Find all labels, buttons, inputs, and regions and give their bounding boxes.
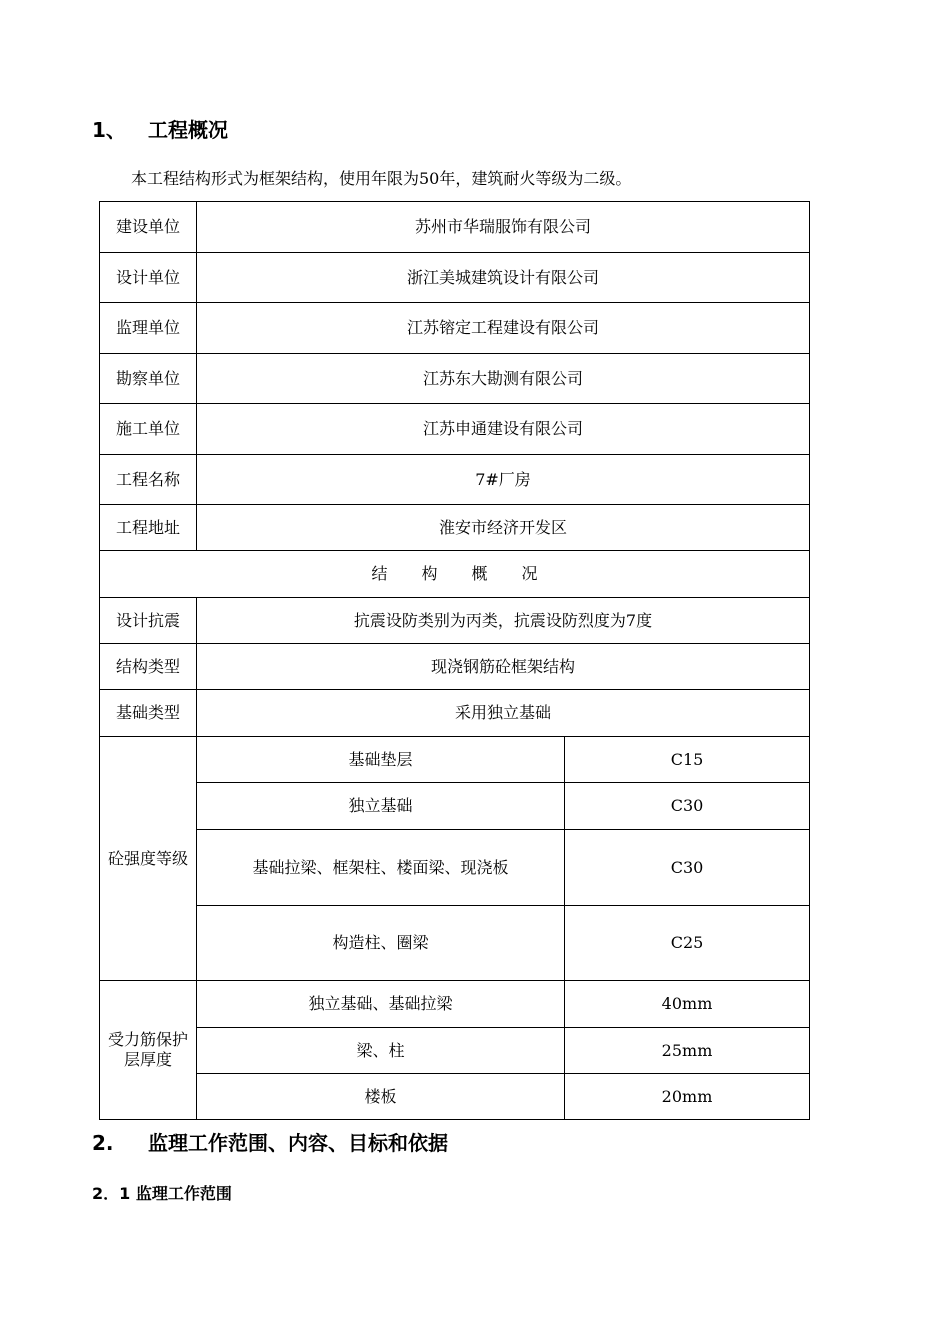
table-row (100, 202, 810, 253)
table-row (100, 737, 810, 783)
section-title: 工程概况 (148, 118, 228, 142)
cover-part: 楼板 (197, 1074, 565, 1120)
row-value: 江苏东大勘测有限公司 (197, 354, 810, 404)
structure-header (100, 551, 810, 598)
row-value: 淮安市经济开发区 (197, 505, 810, 551)
table-row (100, 505, 810, 551)
cover-value: 20mm (565, 1074, 810, 1120)
row-value: 现浇钢筋砼框架结构 (197, 644, 810, 690)
table-row (100, 253, 810, 303)
concrete-part: 构造柱、圈梁 (197, 906, 565, 981)
row-label: 结构类型 (100, 644, 197, 690)
row-value: 江苏镕定工程建设有限公司 (197, 303, 810, 354)
row-value: 抗震设防类别为丙类，抗震设防烈度为7度 (197, 598, 810, 644)
table-row (100, 354, 810, 404)
row-label: 设计抗震 (100, 598, 197, 644)
row-value: 苏州市华瑞服饰有限公司 (197, 202, 810, 253)
cover-value: 40mm (565, 981, 810, 1028)
structure-header-text: 结构概况 (371, 564, 572, 583)
table-row (100, 303, 810, 354)
row-label: 建设单位 (100, 202, 197, 253)
row-value: 浙江美城建筑设计有限公司 (197, 253, 810, 303)
row-value: 江苏申通建设有限公司 (197, 404, 810, 455)
section-number: 1、 (92, 118, 126, 142)
table-row (100, 1028, 810, 1074)
row-label: 设计单位 (100, 253, 197, 303)
concrete-strength-label: 砼强度等级 (100, 737, 197, 981)
section-2-heading (92, 1131, 448, 1155)
table-row (100, 644, 810, 690)
concrete-grade: C25 (565, 906, 810, 981)
concrete-grade: C15 (565, 737, 810, 783)
table-row (100, 690, 810, 737)
intro-paragraph: 本工程结构形式为框架结构，使用年限为50年，建筑耐火等级为二级。 (131, 169, 632, 188)
row-label: 施工单位 (100, 404, 197, 455)
table-row (100, 1074, 810, 1120)
cover-thickness-label: 受力筋保护层厚度 (100, 981, 197, 1120)
concrete-part: 基础垫层 (197, 737, 565, 783)
table-row (100, 906, 810, 981)
concrete-grade: C30 (565, 783, 810, 830)
cover-part: 独立基础、基础拉梁 (197, 981, 565, 1028)
row-value: 7#厂房 (197, 455, 810, 505)
row-label: 监理单位 (100, 303, 197, 354)
section-2-1-heading: 2．1 监理工作范围 (92, 1184, 232, 1203)
structure-header-row (100, 551, 810, 598)
table-row (100, 981, 810, 1028)
row-value: 采用独立基础 (197, 690, 810, 737)
concrete-part: 独立基础 (197, 783, 565, 830)
table-row (100, 404, 810, 455)
table-row (100, 598, 810, 644)
row-label: 勘察单位 (100, 354, 197, 404)
table-row (100, 455, 810, 505)
table-row (100, 830, 810, 906)
cover-part: 梁、柱 (197, 1028, 565, 1074)
cover-value: 25mm (565, 1028, 810, 1074)
section-title: 监理工作范围、内容、目标和依据 (148, 1131, 448, 1155)
concrete-part: 基础拉梁、框架柱、楼面梁、现浇板 (197, 830, 565, 906)
row-label: 工程地址 (100, 505, 197, 551)
project-info-table (99, 201, 810, 1120)
table-row (100, 783, 810, 830)
row-label: 基础类型 (100, 690, 197, 737)
row-label: 工程名称 (100, 455, 197, 505)
section-1-heading (92, 118, 228, 142)
section-number: 2. (92, 1131, 114, 1155)
concrete-grade: C30 (565, 830, 810, 906)
